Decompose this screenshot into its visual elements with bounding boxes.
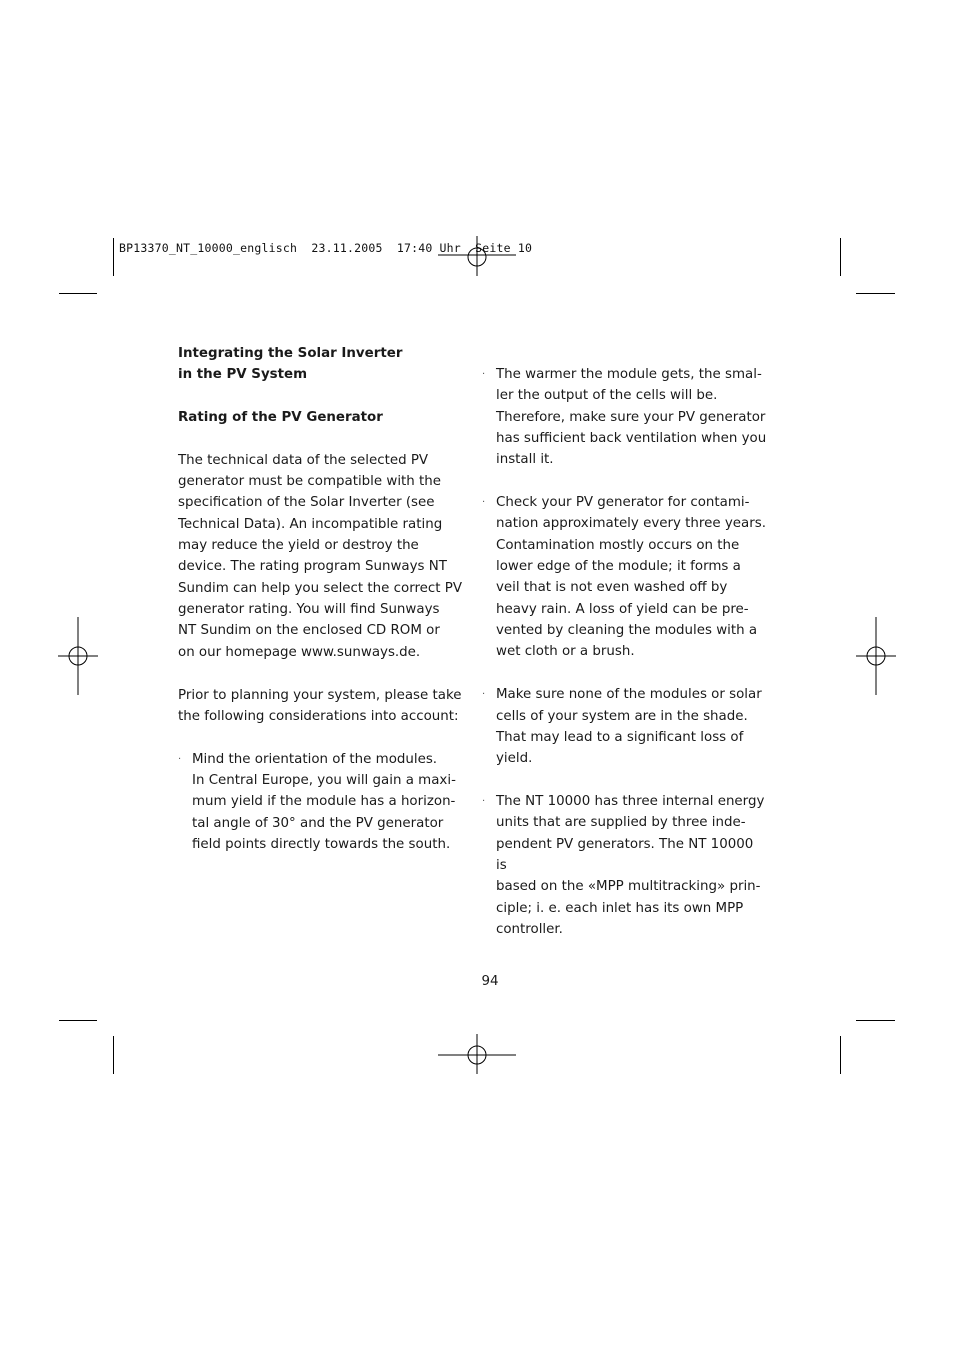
crop-mark [113, 238, 114, 276]
text-line: generator must be compatible with the [178, 474, 442, 490]
crop-mark [856, 1020, 895, 1021]
list-item [482, 492, 767, 663]
paragraph-pv-rating [178, 450, 463, 663]
text-line: install it. [496, 452, 554, 468]
crop-mark [840, 1036, 841, 1074]
text-line: lower edge of the module; it forms a [496, 559, 741, 575]
text-line: The warmer the module gets, the smal- [496, 367, 762, 382]
crop-mark [59, 293, 97, 294]
bullet-dot: · [178, 753, 182, 765]
text-line: controller. [496, 921, 563, 937]
text-line: heavy rain. A loss of yield can be pre- [496, 601, 749, 617]
text-line: nation approximately every three years. [496, 516, 766, 532]
text-line: That may lead to a significant loss of [496, 729, 744, 745]
registration-mark-left [56, 617, 100, 697]
text-line: In Central Europe, you will gain a maxi- [192, 772, 456, 788]
text-line: ciple; i. e. each inlet has its own MPP [496, 900, 744, 916]
list-item [482, 791, 767, 940]
bullet-dot: · [482, 689, 486, 701]
text-line: ler the output of the cells will be. [496, 388, 718, 404]
text-line: vented by cleaning the modules with a [496, 623, 758, 639]
list-item [178, 749, 463, 856]
text-line: tal angle of 30° and the PV generator [192, 815, 444, 831]
bullet-dot: · [482, 497, 486, 509]
left-column [178, 343, 463, 877]
text-line: Contamination mostly occurs on the [496, 537, 740, 553]
text-line: Mind the orientation of the modules. [192, 751, 438, 767]
paragraph-considerations [178, 685, 463, 728]
list-item [482, 684, 767, 769]
crop-mark [840, 238, 841, 276]
text-line: Therefore, make sure your PV generator [496, 409, 766, 425]
registration-mark-top [437, 236, 517, 278]
bullet-dot: · [482, 369, 486, 380]
text-line: device. The rating program Sunways NT [178, 559, 447, 575]
text-line: specification of the Solar Inverter (see [178, 495, 435, 511]
text-line: field points directly towards the south. [192, 836, 451, 852]
sub-heading: Rating of the PV Generator [178, 410, 383, 426]
crop-mark [59, 1020, 97, 1021]
text-line: the following considerations into account: [178, 708, 459, 724]
text-line: Technical Data). An incompatible rating [178, 516, 443, 532]
text-line: Check your PV generator for contami- [496, 495, 750, 511]
text-line: The technical data of the selected PV [178, 452, 429, 468]
section-heading [178, 343, 463, 386]
crop-mark [856, 293, 895, 294]
registration-mark-bottom [437, 1034, 517, 1076]
text-line: veil that is not even washed off by [496, 580, 728, 596]
text-line: NT Sundim on the enclosed CD ROM or [178, 623, 440, 639]
text-line: pendent PV generators. The NT 10000 is [496, 836, 754, 873]
text-line: Prior to planning your system, please take [178, 687, 462, 703]
text-line: in the PV System [178, 367, 308, 383]
text-line: has sufficient back ventilation when you [496, 431, 767, 447]
right-column [482, 364, 767, 962]
print-slug: BP13370_NT_10000_englisch 23.11.2005 17:40 Uhr Seite 10 [119, 241, 533, 255]
text-line: units that are supplied by three inde- [496, 815, 746, 831]
text-line: based on the «MPP multitracking» prin- [496, 879, 761, 895]
text-line: mum yield if the module has a horizon- [192, 794, 456, 810]
crop-mark [113, 1036, 114, 1074]
text-line: yield. [496, 751, 533, 767]
text-line: Sundim can help you select the correct PV [178, 580, 463, 596]
text-line: Integrating the Solar Inverter [178, 346, 403, 361]
text-line: Make sure none of the modules or solar [496, 687, 762, 703]
registration-mark-right [854, 617, 898, 697]
list-item [482, 364, 767, 471]
text-line: cells of your system are in the shade. [496, 708, 748, 724]
text-line: may reduce the yield or destroy the [178, 538, 419, 554]
page-number: 94 [481, 974, 499, 989]
text-line: The NT 10000 has three internal energy [496, 793, 765, 809]
text-line: on our homepage www.sunways.de. [178, 644, 421, 660]
text-line: generator rating. You will find Sunways [178, 602, 440, 618]
text-line: wet cloth or a brush. [496, 644, 635, 660]
bullet-dot: · [482, 795, 486, 807]
